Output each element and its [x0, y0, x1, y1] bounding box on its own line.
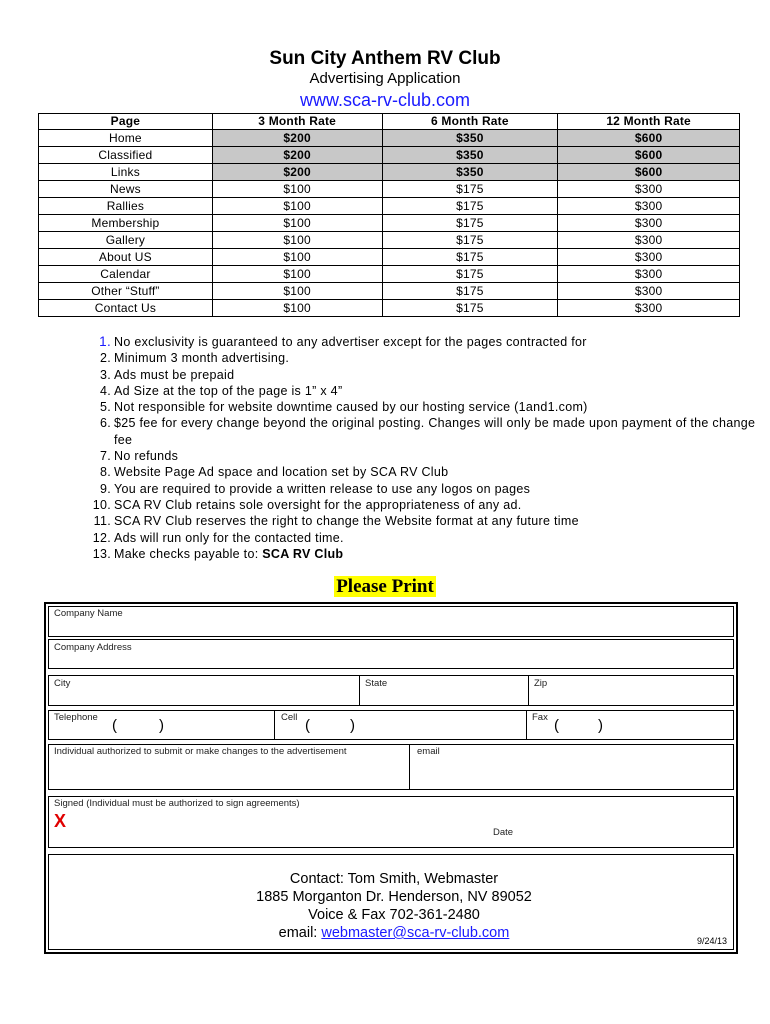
page-cell: Membership — [39, 215, 213, 232]
term-text: Website Page Ad space and location set by SCA RV Club — [114, 465, 449, 480]
page-cell: About US — [39, 249, 213, 266]
rate-table-row — [39, 130, 740, 147]
document-title: Sun City Anthem RV Club — [269, 48, 501, 69]
term-item — [92, 350, 770, 366]
rate-12-month-cell: $300 — [558, 249, 740, 266]
column-header-6-month: 6 Month Rate — [382, 114, 558, 130]
term-number: 10. — [92, 497, 111, 512]
column-header-page: Page — [39, 114, 213, 130]
club-website-url[interactable]: www.sca-rv-club.com — [299, 90, 471, 110]
term-item — [92, 497, 770, 513]
rate-12-month-cell: $300 — [558, 232, 740, 249]
term-item — [92, 464, 770, 480]
signature-field[interactable] — [48, 796, 734, 848]
rate-6-month-cell: $350 — [382, 147, 558, 164]
rate-table-row — [39, 232, 740, 249]
term-number: 3. — [99, 367, 111, 382]
rate-3-month-cell: $100 — [212, 266, 382, 283]
contact-box — [48, 854, 734, 950]
term-number: 1. — [99, 334, 111, 349]
rate-6-month-cell: $175 — [382, 266, 558, 283]
authorized-individual-label: Individual authorized to submit or make changes to the advertisement — [54, 746, 347, 757]
rate-12-month-cell: $300 — [558, 198, 740, 215]
cell-paren-close: ) — [350, 717, 355, 734]
contact-name: Contact: Tom Smith, Webmaster — [289, 871, 499, 887]
rate-6-month-cell: $175 — [382, 300, 558, 317]
fax-label: Fax — [532, 712, 548, 723]
term-item — [92, 383, 770, 399]
phone-row — [48, 710, 734, 740]
city-state-zip-row — [48, 675, 734, 706]
contact-email-label: email: — [278, 925, 322, 941]
rate-table-row — [39, 215, 740, 232]
rate-12-month-cell: $600 — [558, 147, 740, 164]
term-number: 13. — [92, 546, 111, 561]
revision-date: 9/24/13 — [696, 936, 727, 946]
rate-table-row — [39, 266, 740, 283]
rate-12-month-cell: $300 — [558, 215, 740, 232]
rate-12-month-cell: $300 — [558, 181, 740, 198]
company-name-label: Company Name — [54, 608, 123, 619]
term-number: 9. — [99, 481, 111, 496]
term-item — [92, 448, 770, 464]
cell-label: Cell — [281, 712, 298, 723]
contact-address: 1885 Morganton Dr. Henderson, NV 89052 — [256, 889, 532, 905]
page-cell: Calendar — [39, 266, 213, 283]
rate-table-row — [39, 147, 740, 164]
column-header-3-month: 3 Month Rate — [212, 114, 382, 130]
rate-3-month-cell: $200 — [212, 130, 382, 147]
term-text: No exclusivity is guaranteed to any advertiser except for the pages contracted for — [114, 335, 587, 349]
city-label: City — [54, 678, 71, 689]
rate-12-month-cell: $300 — [558, 266, 740, 283]
date-label: Date — [493, 827, 514, 838]
term-item — [92, 399, 770, 415]
rate-3-month-cell: $100 — [212, 283, 382, 300]
term-number: 2. — [99, 351, 111, 366]
rate-3-month-cell: $200 — [212, 147, 382, 164]
cell-fax-divider — [526, 710, 527, 740]
rate-12-month-cell: $600 — [558, 164, 740, 181]
rate-6-month-cell: $350 — [382, 130, 558, 147]
payee-name: SCA RV Club — [262, 546, 344, 561]
rate-table-row — [39, 283, 740, 300]
contact-phone: Voice & Fax 702-361-2480 — [308, 907, 480, 923]
city-state-divider — [359, 675, 360, 706]
telephone-paren-close: ) — [159, 717, 164, 734]
application-form — [44, 602, 738, 954]
cell-paren-open: ( — [305, 717, 310, 734]
webmaster-email-link[interactable]: webmaster@sca-rv-club.com — [321, 925, 510, 941]
term-text: No refunds — [114, 449, 179, 464]
authorized-email-row — [48, 744, 734, 790]
page-cell: Other “Stuff” — [39, 283, 213, 300]
rate-6-month-cell: $175 — [382, 215, 558, 232]
contact-email-line — [49, 924, 739, 942]
term-number: 7. — [99, 449, 111, 464]
column-header-12-month: 12 Month Rate — [558, 114, 740, 130]
phone-cell-divider — [274, 710, 275, 740]
rate-3-month-cell: $100 — [212, 215, 382, 232]
please-print-text: Please Print — [336, 576, 434, 597]
term-item — [92, 334, 770, 350]
company-name-field[interactable] — [48, 606, 734, 637]
term-text: SCA RV Club retains sole oversight for the appropriateness of any ad. — [114, 497, 522, 512]
email-label: email — [417, 746, 440, 757]
rate-3-month-cell: $100 — [212, 300, 382, 317]
signed-label: Signed (Individual must be authorized to sign agreements) — [54, 798, 300, 809]
fax-paren-open: ( — [554, 717, 559, 734]
rate-6-month-cell: $175 — [382, 232, 558, 249]
signature-x-mark: X — [54, 811, 67, 831]
telephone-label: Telephone — [54, 712, 98, 723]
rate-table-row — [39, 181, 740, 198]
page-cell: Contact Us — [39, 300, 213, 317]
term-item — [92, 513, 770, 529]
page-cell: Links — [39, 164, 213, 181]
rate-6-month-cell: $175 — [382, 249, 558, 266]
term-text: Ads must be prepaid — [114, 367, 235, 382]
please-print-banner — [0, 576, 770, 598]
term-text: Ads will run only for the contacted time. — [114, 530, 344, 545]
rate-3-month-cell: $100 — [212, 249, 382, 266]
term-number: 4. — [99, 383, 111, 398]
term-number: 11. — [93, 514, 111, 529]
rate-table-row — [39, 164, 740, 181]
page-cell: Rallies — [39, 198, 213, 215]
page-cell: Classified — [39, 147, 213, 164]
term-item — [92, 415, 770, 448]
rate-12-month-cell: $300 — [558, 300, 740, 317]
term-number: 6. — [99, 416, 111, 431]
rate-6-month-cell: $350 — [382, 164, 558, 181]
state-label: State — [365, 678, 388, 689]
term-text: Not responsible for website downtime caused by our hosting service (1and1.com) — [114, 400, 588, 415]
page-cell: Gallery — [39, 232, 213, 249]
term-text: Ad Size at the top of the page is 1” x 4” — [114, 383, 343, 398]
telephone-paren-open: ( — [112, 717, 117, 734]
page-cell: News — [39, 181, 213, 198]
term-number: 8. — [99, 465, 111, 480]
rate-3-month-cell: $100 — [212, 198, 382, 215]
fax-paren-close: ) — [598, 717, 603, 734]
rate-3-month-cell: $100 — [212, 181, 382, 198]
rate-table-row — [39, 300, 740, 317]
rate-6-month-cell: $175 — [382, 181, 558, 198]
term-item — [92, 530, 770, 546]
state-zip-divider — [528, 675, 529, 706]
company-address-field[interactable] — [48, 639, 734, 669]
document-subtitle: Advertising Application — [309, 70, 461, 87]
authorized-email-divider — [409, 744, 410, 790]
term-item — [92, 481, 770, 497]
page-cell: Home — [39, 130, 213, 147]
rate-table-header — [39, 114, 740, 130]
rate-table-row — [39, 198, 740, 215]
term-item — [92, 546, 770, 562]
rate-table — [38, 113, 740, 317]
rate-table-row — [39, 249, 740, 266]
rate-3-month-cell: $100 — [212, 232, 382, 249]
rate-12-month-cell: $600 — [558, 130, 740, 147]
term-item — [92, 367, 770, 383]
term-text: Minimum 3 month advertising. — [114, 351, 290, 366]
term-number: 12. — [92, 530, 111, 545]
term-text: $25 fee for every change beyond the original posting. Changes will only be made upon payment of the change fee — [114, 416, 756, 447]
rate-6-month-cell: $175 — [382, 198, 558, 215]
term-text: You are required to provide a written release to use any logos on pages — [114, 481, 531, 496]
term-number: 5. — [99, 400, 111, 415]
term-text: SCA RV Club reserves the right to change the Website format at any future time — [114, 514, 579, 529]
term-text: Make checks payable to: — [114, 546, 263, 561]
rate-12-month-cell: $300 — [558, 283, 740, 300]
terms-list — [92, 334, 770, 562]
rate-6-month-cell: $175 — [382, 283, 558, 300]
zip-label: Zip — [534, 678, 548, 689]
company-address-label: Company Address — [54, 642, 132, 653]
rate-3-month-cell: $200 — [212, 164, 382, 181]
